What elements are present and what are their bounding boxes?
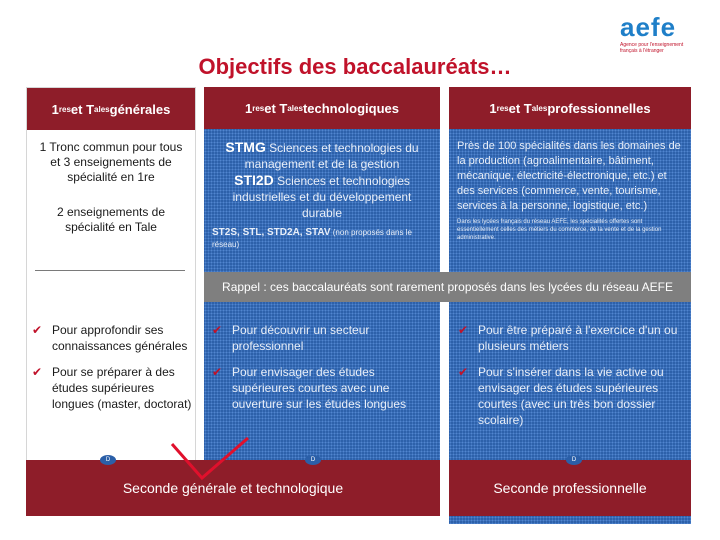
seconde-generale-technologique: Seconde générale et technologique <box>26 460 440 516</box>
marker-dot: D <box>305 455 321 465</box>
head-sup: ales <box>94 104 110 114</box>
column-pro-body <box>449 129 691 242</box>
bullets-pro <box>458 322 686 438</box>
sti2d-text: Sciences et technologies industrielles et du développement durable <box>232 174 412 220</box>
column-generale-header <box>27 88 195 130</box>
bullet-text: Pour envisager des études supérieures courtes avec une ouverture sur les études longues <box>232 365 407 411</box>
logo-word: aefe <box>620 12 677 42</box>
list-item <box>458 322 686 354</box>
sti2d-code: STI2D <box>234 172 274 188</box>
stmg-code: STMG <box>225 139 266 155</box>
head-text: 1 <box>244 100 253 116</box>
marker-dot: D <box>566 455 582 465</box>
big-check-icon <box>170 432 250 482</box>
head-sup: res <box>252 103 265 113</box>
column-generale-body <box>27 130 195 235</box>
list-item <box>32 364 192 412</box>
other-series-line <box>212 227 432 251</box>
page-title: Objectifs des baccalauréats… <box>198 54 512 79</box>
check-icon: ✔ <box>458 323 469 337</box>
head-sup: res <box>496 103 509 113</box>
aefe-logo <box>620 12 700 68</box>
bullet-text: Pour être préparé à l'exercice d'un ou plusieurs métiers <box>478 323 678 353</box>
head-text: et T <box>70 101 95 117</box>
head-text: 1 <box>51 101 59 117</box>
bullets-generale <box>32 322 192 422</box>
sti2d-line <box>212 172 432 221</box>
check-icon: ✔ <box>32 365 43 379</box>
divider <box>35 270 185 271</box>
pro-specialites: Près de 100 spécialités dans les domaines de la production (agroalimentaire, bâtiment, mécanique, électricité-électronique, etc.) et des services (commerce, vente, tourisme, services à la personne, logistique, etc.) <box>457 140 681 212</box>
bullet-text: Pour se préparer à des études supérieures longues (master, doctorat) <box>52 365 192 411</box>
head-sup: ales <box>531 103 548 113</box>
head-text: technologiques <box>302 100 399 116</box>
list-item <box>212 322 434 354</box>
bullets-techno <box>212 322 434 422</box>
head-text: générales <box>109 101 171 117</box>
head-text: 1 <box>489 100 497 116</box>
column-techno-header <box>204 87 440 129</box>
seconde-professionnelle: Seconde professionnelle <box>449 460 691 516</box>
list-item <box>212 364 434 412</box>
head-text: et T <box>264 100 288 116</box>
check-icon: ✔ <box>212 323 223 337</box>
other-series-note: (non proposés dans le réseau) <box>212 228 412 249</box>
column-pro-header <box>449 87 691 129</box>
head-sup: ales <box>287 103 303 113</box>
other-series: ST2S, STL, STD2A, STAV <box>212 227 331 238</box>
generale-tronc-commun: 1 Tronc commun pour tous et 3 enseignements de spécialité en 1re <box>39 140 183 184</box>
bullet-text: Pour découvrir un secteur professionnel <box>232 323 370 353</box>
column-techno-body <box>204 129 440 251</box>
bullet-text: Pour s'insérer dans la vie active ou envisager des études supérieures courtes (avec un très bon dossier scolaire) <box>478 365 664 427</box>
stmg-line <box>212 139 432 172</box>
check-icon: ✔ <box>212 365 223 379</box>
head-text: et T <box>508 100 532 116</box>
pro-note: Dans les lycées français du réseau AEFE, les spécialités offertes sont essentiellement celles des métiers du commerce, de la vente et de la gestion administrative. <box>457 219 662 241</box>
rappel-banner: Rappel : ces baccalauréats sont rarement proposés dans les lycées du réseau AEFE <box>204 272 691 302</box>
check-icon: ✔ <box>458 365 469 379</box>
list-item <box>32 322 192 354</box>
stmg-text: Sciences et technologies du management et de la gestion <box>244 141 419 171</box>
generale-specialites-terminale: 2 enseignements de spécialité en Tale <box>56 205 166 234</box>
logo-subtitle: Agence pour l'enseignement français à l'étranger <box>620 42 684 54</box>
list-item <box>458 364 686 428</box>
marker-dot: D <box>100 455 116 465</box>
bullet-text: Pour approfondir ses connaissances générales <box>52 323 188 353</box>
check-icon: ✔ <box>32 323 43 337</box>
head-text: professionnelles <box>547 100 651 116</box>
head-sup: res <box>58 104 71 114</box>
